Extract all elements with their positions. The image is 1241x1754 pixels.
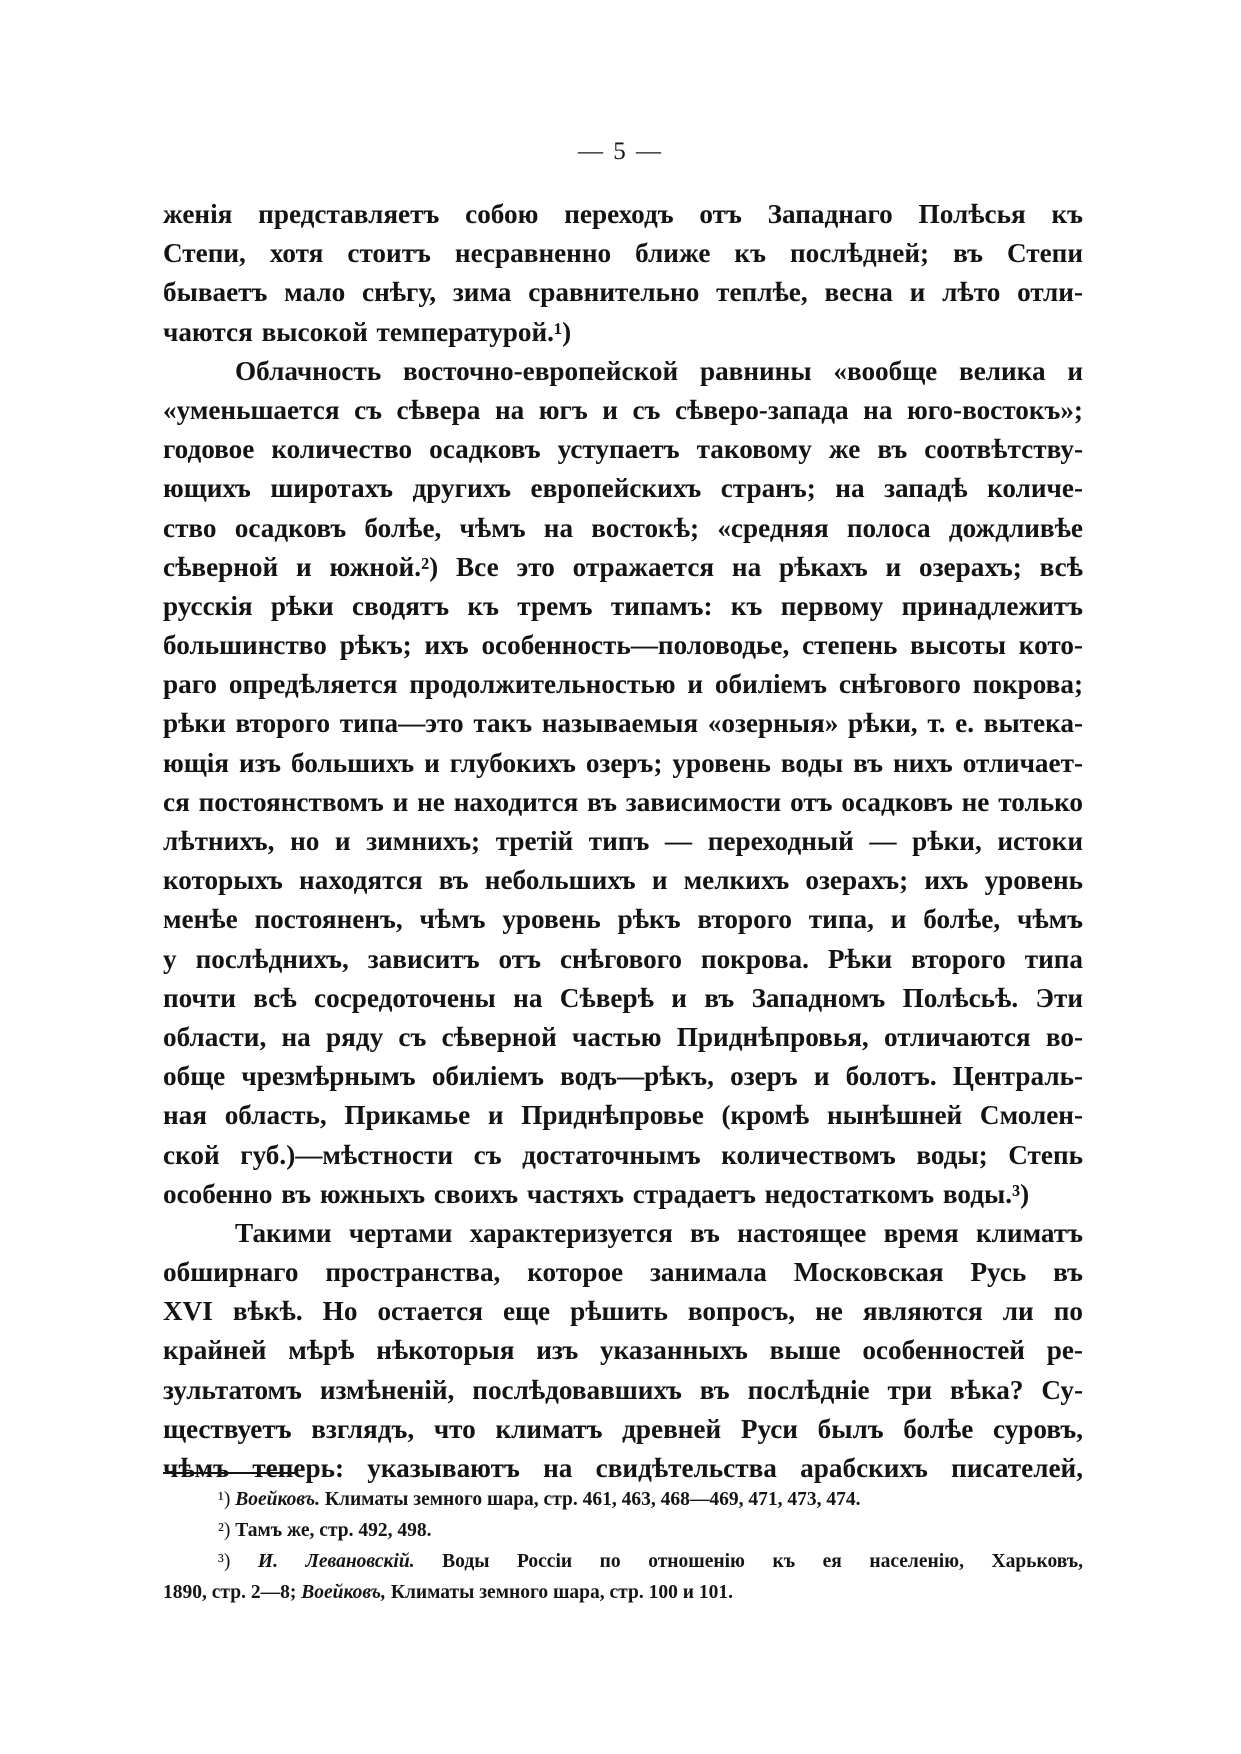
text-line: ющія изъ большихъ и глубокихъ озеръ; уровень воды въ нихъ отличает- bbox=[163, 747, 1083, 778]
text-line: бываетъ мало снѣгу, зима сравнительно теплѣе, весна и лѣто отли- bbox=[163, 277, 1083, 308]
text-line: большинство рѣкъ; ихъ особенность—половодье, степень высоты кото- bbox=[163, 630, 1083, 661]
footnote-3-continued bbox=[163, 1577, 1083, 1608]
text-line: раго опредѣляется продолжительностью и обиліемъ снѣгового покрова; bbox=[163, 669, 1083, 700]
text-line: зультатомъ измѣненій, послѣдовавшихъ въ послѣдніе три вѣка? Су- bbox=[163, 1374, 1083, 1405]
footnote-text: 1890, стр. 2—8; bbox=[163, 1582, 297, 1603]
footnote-divider bbox=[163, 1472, 298, 1474]
footnote-author: Воейковъ. bbox=[235, 1489, 320, 1510]
text-line: ство осадковъ болѣе, чѣмъ на востокѣ; «средняя полоса дождливѣе bbox=[163, 512, 1083, 543]
text-line: русскія рѣки сводятъ къ тремъ типамъ: къ первому принадлежитъ bbox=[163, 590, 1083, 621]
footnote-author: Воейковъ, bbox=[301, 1582, 386, 1603]
footnote-mark: ¹) bbox=[218, 1489, 231, 1510]
text-line: которыхъ находятся въ небольшихъ и мелкихъ озерахъ; ихъ уровень bbox=[163, 865, 1083, 896]
text-line: годовое количество осадковъ уступаетъ таковому же въ соотвѣтству- bbox=[163, 434, 1083, 465]
text-line: лѣтнихъ, но и зимнихъ; третій типъ — переходный — рѣки, истоки bbox=[163, 826, 1083, 856]
footnote-author: И. Левановскій. bbox=[257, 1551, 415, 1572]
text-line: чѣмъ теперь: указываютъ на свидѣтельства арабскихъ писателей, bbox=[163, 1453, 1083, 1483]
text-line: менѣе постояненъ, чѣмъ уровень рѣкъ второго типа, и болѣе, чѣмъ bbox=[163, 904, 1083, 935]
text-line: области, на ряду съ сѣверной частью Приднѣпровья, отличаются во- bbox=[163, 1021, 1083, 1052]
footnote-text: Воды Россіи по отношенію къ ея населенію, Харьковъ, bbox=[442, 1551, 1084, 1572]
text-line: Степи, хотя стоитъ несравненно ближе къ послѣдней; въ Степи bbox=[163, 238, 1083, 269]
page-number: — 5 — bbox=[578, 138, 663, 165]
text-line: Облачность восточно-европейской равнины «вообще велика и bbox=[235, 355, 1083, 386]
text-line: ная область, Прикамье и Приднѣпровье (кромѣ нынѣшней Смолен- bbox=[163, 1100, 1083, 1131]
text-line: Такими чертами характеризуется въ настоящее время климатъ bbox=[235, 1217, 1083, 1248]
footnote-text: Климаты земного шара, стр. 461, 463, 468—469, 471, 473, 474. bbox=[324, 1489, 861, 1510]
footnote-mark: ³) bbox=[218, 1551, 231, 1572]
footnote-3 bbox=[163, 1546, 1083, 1577]
text-line: сѣверной и южной.²) Все это отражается на рѣкахъ и озерахъ; всѣ bbox=[163, 551, 1083, 582]
text-line: чаются высокой температурой.¹) bbox=[163, 316, 572, 347]
text-line: ся постоянствомъ и не находится въ зависимости отъ осадковъ не только bbox=[163, 786, 1083, 817]
text-line: почти всѣ сосредоточены на Сѣверѣ и въ Западномъ Полѣсьѣ. Эти bbox=[163, 982, 1083, 1013]
text-line: ществуетъ взглядъ, что климатъ древней Руси былъ болѣе суровъ, bbox=[163, 1413, 1083, 1444]
text-line: обширнаго пространства, которое занимала Московская Русь въ bbox=[163, 1257, 1083, 1288]
text-line: XVI вѣкѣ. Но остается еще рѣшить вопросъ, не являются ли по bbox=[163, 1296, 1083, 1327]
footnotes bbox=[163, 1484, 1083, 1608]
text-line: крайней мѣрѣ нѣкоторыя изъ указанныхъ выше особенностей ре- bbox=[163, 1335, 1083, 1366]
text-line: обще чрезмѣрнымъ обиліемъ водъ—рѣкъ, озеръ и болотъ. Централь- bbox=[163, 1061, 1083, 1092]
text-line: у послѣднихъ, зависитъ отъ снѣгового покрова. Рѣки второго типа bbox=[163, 943, 1083, 974]
footnote-text: Климаты земного шара, стр. 100 и 101. bbox=[390, 1582, 733, 1603]
text-line: ющихъ широтахъ другихъ европейскихъ странъ; на западѣ количе- bbox=[163, 473, 1083, 504]
footnote-text: Тамъ же, стр. 492, 498. bbox=[235, 1520, 432, 1541]
footnote-1 bbox=[163, 1484, 1083, 1515]
text-line: рѣки второго типа—это такъ называемыя «озерныя» рѣки, т. е. вытека- bbox=[163, 708, 1083, 739]
text-line: «уменьшается съ сѣвера на югъ и съ сѣверо-запада на юго-востокъ»; bbox=[163, 394, 1083, 425]
footnote-2 bbox=[163, 1515, 1083, 1546]
main-text bbox=[163, 195, 1083, 1488]
text-line: женія представляетъ собою переходъ отъ Западнаго Полѣсья къ bbox=[163, 199, 1083, 229]
footnote-mark: ²) bbox=[218, 1520, 231, 1541]
text-line: особенно въ южныхъ своихъ частяхъ страдаетъ недостаткомъ воды.³) bbox=[163, 1178, 1030, 1209]
text-line: ской губ.)—мѣстности съ достаточнымъ количествомъ воды; Степь bbox=[163, 1139, 1083, 1170]
